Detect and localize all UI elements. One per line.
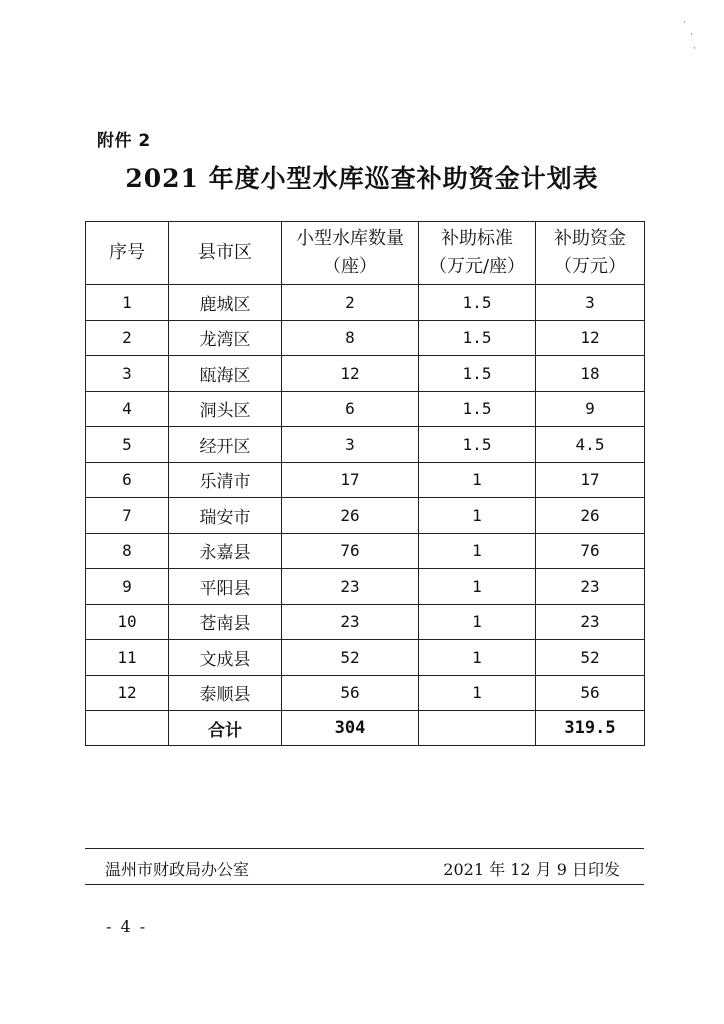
cell-serial-number: 7 — [86, 498, 169, 534]
attachment-label: 附件 2 — [97, 131, 151, 151]
cell-serial-number: 11 — [86, 640, 169, 676]
table-row — [86, 356, 645, 392]
cell-subsidy-standard: 1.5 — [419, 285, 536, 321]
total-row — [86, 711, 645, 746]
cell-reservoir-count: 12 — [282, 356, 419, 392]
table-header — [86, 222, 645, 285]
issuing-office: 温州市财政局办公室 — [105, 860, 250, 879]
total-district-name: 合计 — [169, 711, 282, 746]
cell-district-name: 苍南县 — [169, 604, 282, 640]
issue-date: 2021 年 12 月 9 日印发 — [443, 860, 620, 879]
header-subsidy-amount: 补助资金 （万元） — [536, 222, 645, 285]
cell-subsidy-standard: 1.5 — [419, 356, 536, 392]
cell-district-name: 龙湾区 — [169, 320, 282, 356]
cell-district-name: 乐清市 — [169, 462, 282, 498]
header-reservoir-count: 小型水库数量 （座） — [282, 222, 419, 285]
cell-serial-number: 2 — [86, 320, 169, 356]
cell-district-name: 泰顺县 — [169, 675, 282, 711]
cell-subsidy-amount: 17 — [536, 462, 645, 498]
cell-district-name: 永嘉县 — [169, 533, 282, 569]
cell-serial-number: 8 — [86, 533, 169, 569]
table-footer — [86, 711, 645, 746]
cell-subsidy-amount: 23 — [536, 569, 645, 605]
cell-reservoir-count: 26 — [282, 498, 419, 534]
table-row — [86, 462, 645, 498]
cell-serial-number: 6 — [86, 462, 169, 498]
header-subsidy-standard: 补助标准 （万元/座） — [419, 222, 536, 285]
cell-district-name: 鹿城区 — [169, 285, 282, 321]
scan-speck: · — [693, 44, 696, 54]
cell-subsidy-standard: 1 — [419, 640, 536, 676]
cell-reservoir-count: 17 — [282, 462, 419, 498]
cell-reservoir-count: 3 — [282, 427, 419, 463]
total-subsidy-amount: 319.5 — [536, 711, 645, 746]
cell-reservoir-count: 23 — [282, 604, 419, 640]
cell-reservoir-count: 6 — [282, 391, 419, 427]
header-district-name: 县市区 — [169, 222, 282, 285]
table-row — [86, 640, 645, 676]
cell-district-name: 瑞安市 — [169, 498, 282, 534]
cell-district-name: 文成县 — [169, 640, 282, 676]
cell-reservoir-count: 52 — [282, 640, 419, 676]
table-body — [86, 285, 645, 711]
cell-serial-number: 10 — [86, 604, 169, 640]
table-row — [86, 604, 645, 640]
footer-top-rule — [85, 848, 644, 849]
cell-subsidy-amount: 76 — [536, 533, 645, 569]
table-row — [86, 569, 645, 605]
subsidy-plan-table — [85, 221, 645, 746]
cell-subsidy-amount: 26 — [536, 498, 645, 534]
document-title: 2021 年度小型水库巡查补助资金计划表 — [125, 164, 599, 193]
cell-subsidy-standard: 1 — [419, 675, 536, 711]
cell-subsidy-standard: 1 — [419, 462, 536, 498]
cell-subsidy-standard: 1.5 — [419, 320, 536, 356]
table-row — [86, 498, 645, 534]
cell-subsidy-standard: 1.5 — [419, 427, 536, 463]
header-serial-number: 序号 — [86, 222, 169, 285]
cell-subsidy-standard: 1 — [419, 569, 536, 605]
scan-speck: · — [690, 30, 693, 40]
cell-reservoir-count: 23 — [282, 569, 419, 605]
total-serial-number — [86, 711, 169, 746]
cell-serial-number: 9 — [86, 569, 169, 605]
cell-subsidy-amount: 23 — [536, 604, 645, 640]
table-row — [86, 391, 645, 427]
cell-subsidy-standard: 1 — [419, 533, 536, 569]
total-subsidy-standard — [419, 711, 536, 746]
footer-bottom-rule — [85, 884, 644, 885]
cell-subsidy-amount: 3 — [536, 285, 645, 321]
cell-serial-number: 1 — [86, 285, 169, 321]
cell-district-name: 经开区 — [169, 427, 282, 463]
cell-subsidy-amount: 56 — [536, 675, 645, 711]
cell-subsidy-amount: 12 — [536, 320, 645, 356]
cell-reservoir-count: 76 — [282, 533, 419, 569]
page-number: - 4 - — [106, 917, 148, 936]
table-row — [86, 533, 645, 569]
cell-reservoir-count: 8 — [282, 320, 419, 356]
cell-serial-number: 5 — [86, 427, 169, 463]
cell-district-name: 平阳县 — [169, 569, 282, 605]
cell-reservoir-count: 56 — [282, 675, 419, 711]
table-row — [86, 427, 645, 463]
cell-serial-number: 3 — [86, 356, 169, 392]
cell-district-name: 洞头区 — [169, 391, 282, 427]
cell-subsidy-amount: 4.5 — [536, 427, 645, 463]
cell-subsidy-amount: 9 — [536, 391, 645, 427]
cell-serial-number: 12 — [86, 675, 169, 711]
cell-subsidy-standard: 1 — [419, 604, 536, 640]
cell-subsidy-standard: 1.5 — [419, 391, 536, 427]
table-row — [86, 285, 645, 321]
cell-subsidy-amount: 18 — [536, 356, 645, 392]
cell-reservoir-count: 2 — [282, 285, 419, 321]
table-row — [86, 320, 645, 356]
cell-subsidy-amount: 52 — [536, 640, 645, 676]
scan-speck: · — [683, 18, 686, 28]
header-row — [86, 222, 645, 285]
cell-serial-number: 4 — [86, 391, 169, 427]
table-row — [86, 675, 645, 711]
total-reservoir-count: 304 — [282, 711, 419, 746]
cell-subsidy-standard: 1 — [419, 498, 536, 534]
cell-district-name: 瓯海区 — [169, 356, 282, 392]
